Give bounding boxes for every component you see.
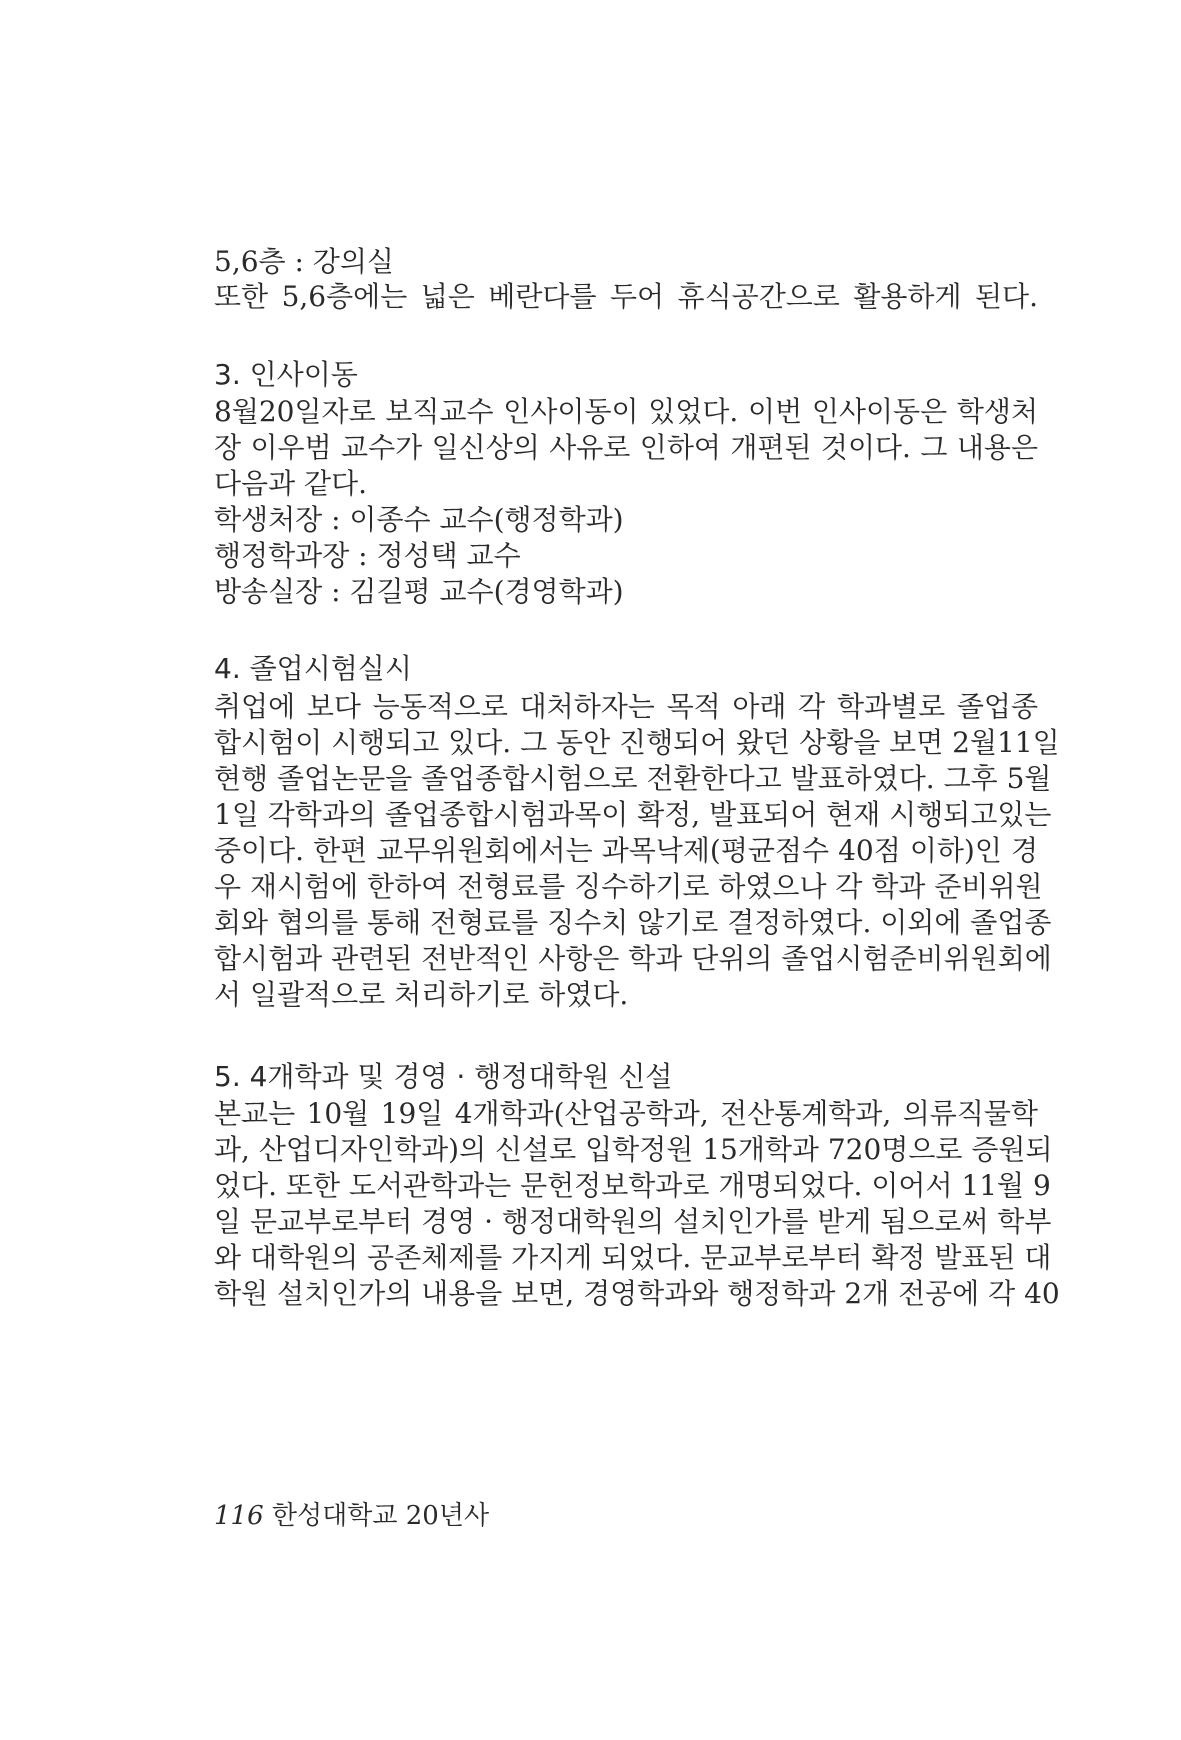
paragraph-line: 장 이우범 교수가 일신상의 사유로 인하여 개편된 것이다. 그 내용은 <box>214 431 1038 464</box>
paragraph-line: 었다. 또한 도서관학과는 문헌정보학과로 개명되었다. 이어서 11월 9 <box>214 1169 1051 1202</box>
paragraph-line: 1일 각학과의 졸업종합시험과목이 확정, 발표되어 현재 시행되고있는 <box>214 798 1052 831</box>
text-line-floor-56: 5,6층 : 강의실 <box>214 245 394 278</box>
paragraph-line: 학원 설치인가의 내용을 보면, 경영학과와 행정학과 2개 전공에 각 40 <box>214 1277 1060 1310</box>
appointment-line: 방송실장 : 김길평 교수(경영학과) <box>214 575 624 608</box>
paragraph-line: 일 문교부로부터 경영 · 행정대학원의 설치인가를 받게 됨으로써 학부 <box>214 1205 1052 1238</box>
text-line-balcony: 또한 5,6층에는 넓은 베란다를 두어 휴식공간으로 활용하게 된다. <box>214 280 1038 313</box>
paragraph-line: 와 대학원의 공존체제를 가지게 되었다. 문교부로부터 확정 발표된 대 <box>214 1241 1052 1274</box>
paragraph-line: 다음과 같다. <box>214 467 368 500</box>
paragraph-line: 취업에 보다 능동적으로 대처하자는 목적 아래 각 학과별로 졸업종 <box>214 690 1038 723</box>
page-footer <box>214 1495 489 1532</box>
paragraph-line: 합시험과 관련된 전반적인 사항은 학과 단위의 졸업시험준비위원회에 <box>214 942 1052 975</box>
paragraph-line: 우 재시험에 한하여 전형료를 징수하기로 하였으나 각 학과 준비위원 <box>214 870 1043 903</box>
paragraph-line: 중이다. 한편 교무위원회에서는 과목낙제(평균점수 40점 이하)인 경 <box>214 834 1038 867</box>
section-heading-3: 3. 인사이동 <box>214 358 358 391</box>
paragraph-line: 8월20일자로 보직교수 인사이동이 있었다. 이번 인사이동은 학생처 <box>214 395 1038 428</box>
book-title: 한성대학교 20년사 <box>271 1501 490 1531</box>
paragraph-line: 서 일괄적으로 처리하기로 하였다. <box>214 978 629 1011</box>
section-heading-5: 5. 4개학과 및 경영 · 행정대학원 신설 <box>214 1060 673 1093</box>
paragraph-line: 합시험이 시행되고 있다. 그 동안 진행되어 왔던 상황을 보면 2월11일 <box>214 726 1060 759</box>
paragraph-line: 본교는 10월 19일 4개학과(산업공학과, 전산통계학과, 의류직물학 <box>214 1097 1038 1130</box>
appointment-line: 학생처장 : 이종수 교수(행정학과) <box>214 503 624 536</box>
paragraph-line: 현행 졸업논문을 졸업종합시험으로 전환한다고 발표하였다. 그후 5월 <box>214 762 1052 795</box>
paragraph-line: 과, 산업디자인학과)의 신설로 입학정원 15개학과 720명으로 증원되 <box>214 1133 1053 1166</box>
section-heading-4: 4. 졸업시험실시 <box>214 652 412 685</box>
appointment-line: 행정학과장 : 정성택 교수 <box>214 539 521 572</box>
page-number: 116 <box>214 1501 264 1531</box>
paragraph-line: 회와 협의를 통해 전형료를 징수치 않기로 결정하였다. 이외에 졸업종 <box>214 906 1052 939</box>
